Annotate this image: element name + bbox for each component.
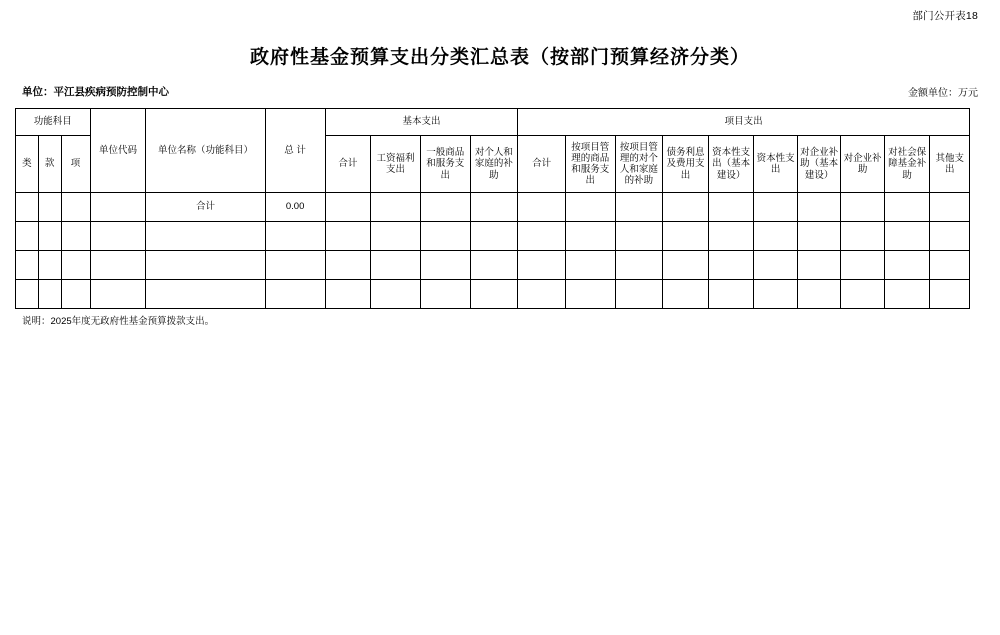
cell-basic-personal-family	[470, 193, 518, 222]
cell-project-debt-interest	[663, 222, 709, 251]
header-project-social-security-subsidy: 对社会保障基金补助	[884, 136, 930, 193]
page-title: 政府性基金预算支出分类汇总表（按部门预算经济分类）	[249, 47, 750, 68]
cell-project-social-security-subsidy	[884, 251, 930, 280]
cell-project-personal-by-item	[615, 193, 663, 222]
cell-project-debt-interest	[663, 280, 709, 309]
cell-project-capital-basic	[708, 280, 754, 309]
cell-basic-subtotal	[325, 193, 371, 222]
cell-project-enterprise-subsidy	[841, 280, 885, 309]
cell-item	[61, 251, 90, 280]
cell-project-subtotal	[518, 222, 566, 251]
cell-basic-personal-family	[470, 222, 518, 251]
meta-row	[22, 84, 978, 100]
table-note: 说明：2025年度无政府性基金预算拨款支出。	[22, 316, 215, 327]
cell-basic-salary-welfare	[371, 280, 421, 309]
table-row	[16, 280, 970, 309]
header-project-capital: 资本性支出	[754, 136, 798, 193]
header-project-expenditure: 项目支出	[518, 109, 970, 136]
header-project-enterprise-subsidy: 对企业补助	[841, 136, 885, 193]
header-function-item: 项	[61, 136, 90, 193]
unit-label: 单位：	[22, 86, 54, 98]
cell-project-goods-by-item	[565, 251, 615, 280]
cell-project-enterprise-subsidy	[841, 222, 885, 251]
cell-unit-code	[90, 193, 146, 222]
cell-basic-goods-services	[420, 222, 470, 251]
header-basic-salary-welfare: 工资福利支出	[371, 136, 421, 193]
cell-project-social-security-subsidy	[884, 193, 930, 222]
cell-basic-subtotal	[325, 251, 371, 280]
cell-project-capital	[754, 193, 798, 222]
table-row	[16, 193, 970, 222]
header-project-capital-basic: 资本性支出（基本建设）	[708, 136, 754, 193]
table-row	[16, 222, 970, 251]
cell-class	[16, 280, 39, 309]
header-project-debt-interest: 债务利息及费用支出	[663, 136, 709, 193]
table-header-row-1	[16, 109, 970, 136]
header-basic-personal-family: 对个人和家庭的补助	[470, 136, 518, 193]
cell-basic-salary-welfare	[371, 251, 421, 280]
cell-section	[38, 280, 61, 309]
cell-unit-code	[90, 280, 146, 309]
cell-basic-subtotal	[325, 222, 371, 251]
header-function-section: 款	[38, 136, 61, 193]
cell-item	[61, 222, 90, 251]
cell-project-capital-basic	[708, 222, 754, 251]
cell-section	[38, 251, 61, 280]
budget-table	[15, 108, 970, 309]
cell-project-personal-by-item	[615, 222, 663, 251]
cell-item	[61, 280, 90, 309]
cell-class	[16, 193, 39, 222]
cell-total: 0.00	[265, 193, 325, 222]
cell-total	[265, 222, 325, 251]
cell-section	[38, 222, 61, 251]
cell-unit-name: 合计	[146, 193, 265, 222]
cell-project-enterprise-subsidy-basic	[797, 251, 841, 280]
cell-project-goods-by-item	[565, 280, 615, 309]
cell-project-other	[930, 280, 970, 309]
cell-class	[16, 251, 39, 280]
header-project-enterprise-subsidy-basic: 对企业补助（基本建设）	[797, 136, 841, 193]
cell-project-capital-basic	[708, 251, 754, 280]
cell-item	[61, 193, 90, 222]
unit-name: 平江县疾病预防控制中心	[53, 86, 169, 98]
cell-project-personal-by-item	[615, 280, 663, 309]
header-total: 总 计	[265, 109, 325, 193]
cell-project-other	[930, 193, 970, 222]
cell-total	[265, 280, 325, 309]
cell-project-enterprise-subsidy-basic	[797, 280, 841, 309]
cell-project-capital-basic	[708, 193, 754, 222]
cell-project-subtotal	[518, 251, 566, 280]
header-basic-goods-services: 一般商品和服务支出	[420, 136, 470, 193]
header-unit-name: 单位名称（功能科目）	[146, 109, 265, 193]
header-basic-subtotal: 合计	[325, 136, 371, 193]
cell-class	[16, 222, 39, 251]
table-body	[16, 193, 970, 309]
cell-project-subtotal	[518, 193, 566, 222]
cell-project-subtotal	[518, 280, 566, 309]
cell-basic-salary-welfare	[371, 222, 421, 251]
cell-basic-goods-services	[420, 280, 470, 309]
cell-project-social-security-subsidy	[884, 222, 930, 251]
header-project-other: 其他支出	[930, 136, 970, 193]
amount-unit: 金额单位：万元	[908, 88, 978, 99]
header-project-subtotal: 合计	[518, 136, 566, 193]
form-number: 部门公开表18	[912, 10, 978, 22]
cell-unit-code	[90, 222, 146, 251]
cell-unit-code	[90, 251, 146, 280]
cell-basic-personal-family	[470, 251, 518, 280]
cell-total	[265, 251, 325, 280]
cell-project-debt-interest	[663, 251, 709, 280]
cell-project-goods-by-item	[565, 193, 615, 222]
cell-project-enterprise-subsidy	[841, 251, 885, 280]
cell-unit-name	[146, 251, 265, 280]
cell-basic-goods-services	[420, 251, 470, 280]
header-project-goods-by-item: 按项目管理的商品和服务支出	[565, 136, 615, 193]
cell-project-other	[930, 222, 970, 251]
cell-project-capital	[754, 251, 798, 280]
cell-project-capital	[754, 222, 798, 251]
header-unit-code: 单位代码	[90, 109, 146, 193]
table-row	[16, 251, 970, 280]
header-function-class: 类	[16, 136, 39, 193]
cell-unit-name	[146, 222, 265, 251]
cell-project-social-security-subsidy	[884, 280, 930, 309]
cell-project-enterprise-subsidy-basic	[797, 193, 841, 222]
cell-basic-salary-welfare	[371, 193, 421, 222]
cell-project-goods-by-item	[565, 222, 615, 251]
cell-project-capital	[754, 280, 798, 309]
unit-info	[22, 84, 169, 99]
cell-basic-personal-family	[470, 280, 518, 309]
cell-project-enterprise-subsidy	[841, 193, 885, 222]
cell-project-debt-interest	[663, 193, 709, 222]
cell-basic-goods-services	[420, 193, 470, 222]
cell-project-other	[930, 251, 970, 280]
cell-basic-subtotal	[325, 280, 371, 309]
header-project-personal-by-item: 按项目管理的对个人和家庭的补助	[615, 136, 663, 193]
header-basic-expenditure: 基本支出	[325, 109, 518, 136]
cell-section	[38, 193, 61, 222]
header-function-subject: 功能科目	[16, 109, 91, 136]
cell-project-personal-by-item	[615, 251, 663, 280]
cell-project-enterprise-subsidy-basic	[797, 222, 841, 251]
cell-unit-name	[146, 280, 265, 309]
